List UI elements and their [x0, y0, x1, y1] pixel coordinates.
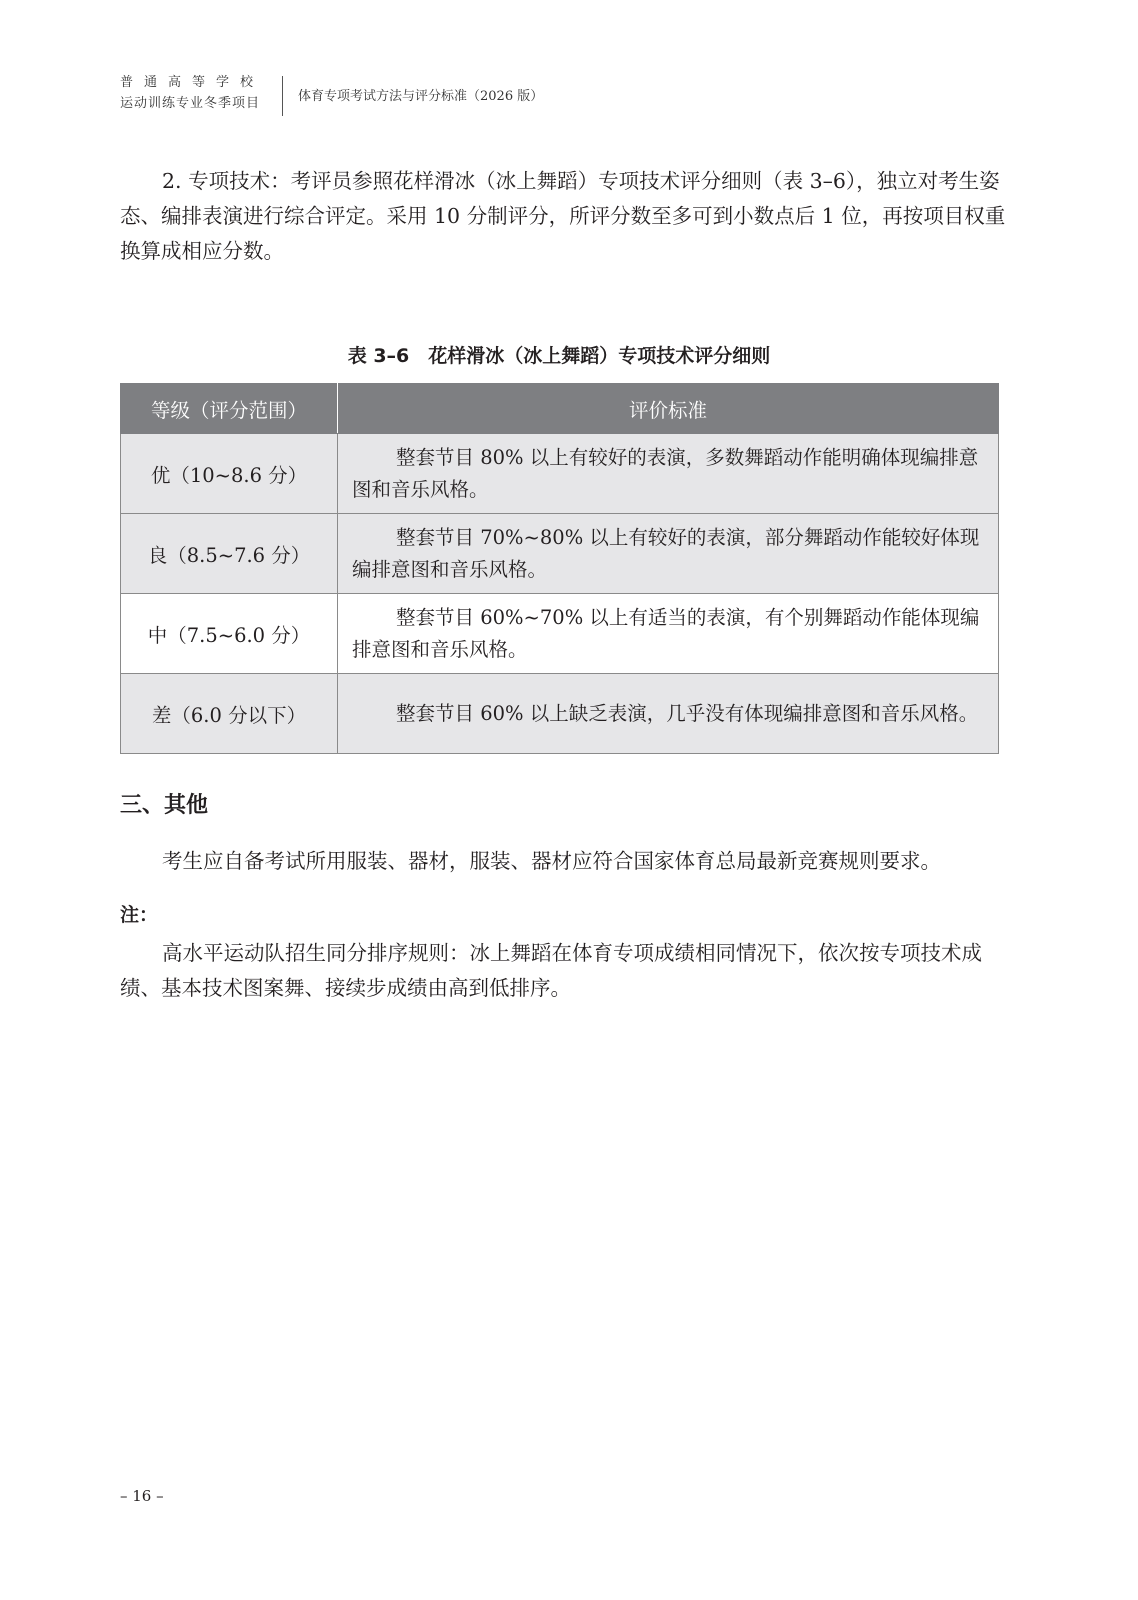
scoring-criteria-table	[120, 383, 999, 754]
table-row	[121, 674, 999, 754]
note-label: 注：	[120, 904, 159, 926]
criteria-cell	[338, 514, 999, 594]
header-divider	[282, 76, 283, 116]
header-series-title	[120, 72, 280, 114]
grade-cell: 中（7.5~6.0 分）	[121, 594, 338, 674]
equipment-paragraph: 考生应自备考试所用服装、器材，服装、器材应符合国家体育总局最新竞赛规则要求。	[162, 849, 941, 873]
criteria-text: 整套节目 60%~70% 以上有适当的表演，有个别舞蹈动作能体现编排意图和音乐风格。	[352, 605, 980, 661]
criteria-cell	[338, 674, 999, 754]
grade-cell: 良（8.5~7.6 分）	[121, 514, 338, 594]
header-series-line1: 普通高等学校	[120, 75, 265, 90]
grade-cell: 优（10~8.6 分）	[121, 434, 338, 514]
header-series-line2: 运动训练专业冬季项目	[120, 96, 261, 111]
criteria-text: 整套节目 70%~80% 以上有较好的表演，部分舞蹈动作能较好体现编排意图和音乐风格。	[352, 525, 980, 581]
table-row	[121, 594, 999, 674]
criteria-cell	[338, 594, 999, 674]
table-header-row	[121, 384, 999, 434]
criteria-text: 整套节目 80% 以上有较好的表演，多数舞蹈动作能明确体现编排意图和音乐风格。	[352, 445, 979, 501]
table-row	[121, 434, 999, 514]
header-book-title: 体育专项考试方法与评分标准（2026 版）	[298, 89, 544, 104]
criteria-text: 整套节目 60% 以上缺乏表演，几乎没有体现编排意图和音乐风格。	[396, 701, 979, 725]
intro-paragraph: 2. 专项技术：考评员参照花样滑冰（冰上舞蹈）专项技术评分细则（表 3–6），独立对考生姿态、编排表演进行综合评定。采用 10 分制评分，所评分数至多可到小数点后 1 位，再按项目权重换算成相应分数。	[120, 169, 1006, 263]
grade-cell: 差（6.0 分以下）	[121, 674, 338, 754]
section-heading-other: 三、其他	[120, 793, 209, 818]
header-grade: 等级（评分范围）	[121, 384, 338, 434]
header-criteria: 评价标准	[338, 384, 999, 434]
tiebreak-rule-paragraph: 高水平运动队招生同分排序规则：冰上舞蹈在体育专项成绩相同情况下，依次按专项技术成绩、基本技术图案舞、接续步成绩由高到低排序。	[120, 941, 982, 1000]
table-row	[121, 514, 999, 594]
criteria-cell	[338, 434, 999, 514]
table-title: 表 3–6 花样滑冰（冰上舞蹈）专项技术评分细则	[347, 345, 771, 367]
page-number: – 16 –	[120, 1487, 164, 1505]
